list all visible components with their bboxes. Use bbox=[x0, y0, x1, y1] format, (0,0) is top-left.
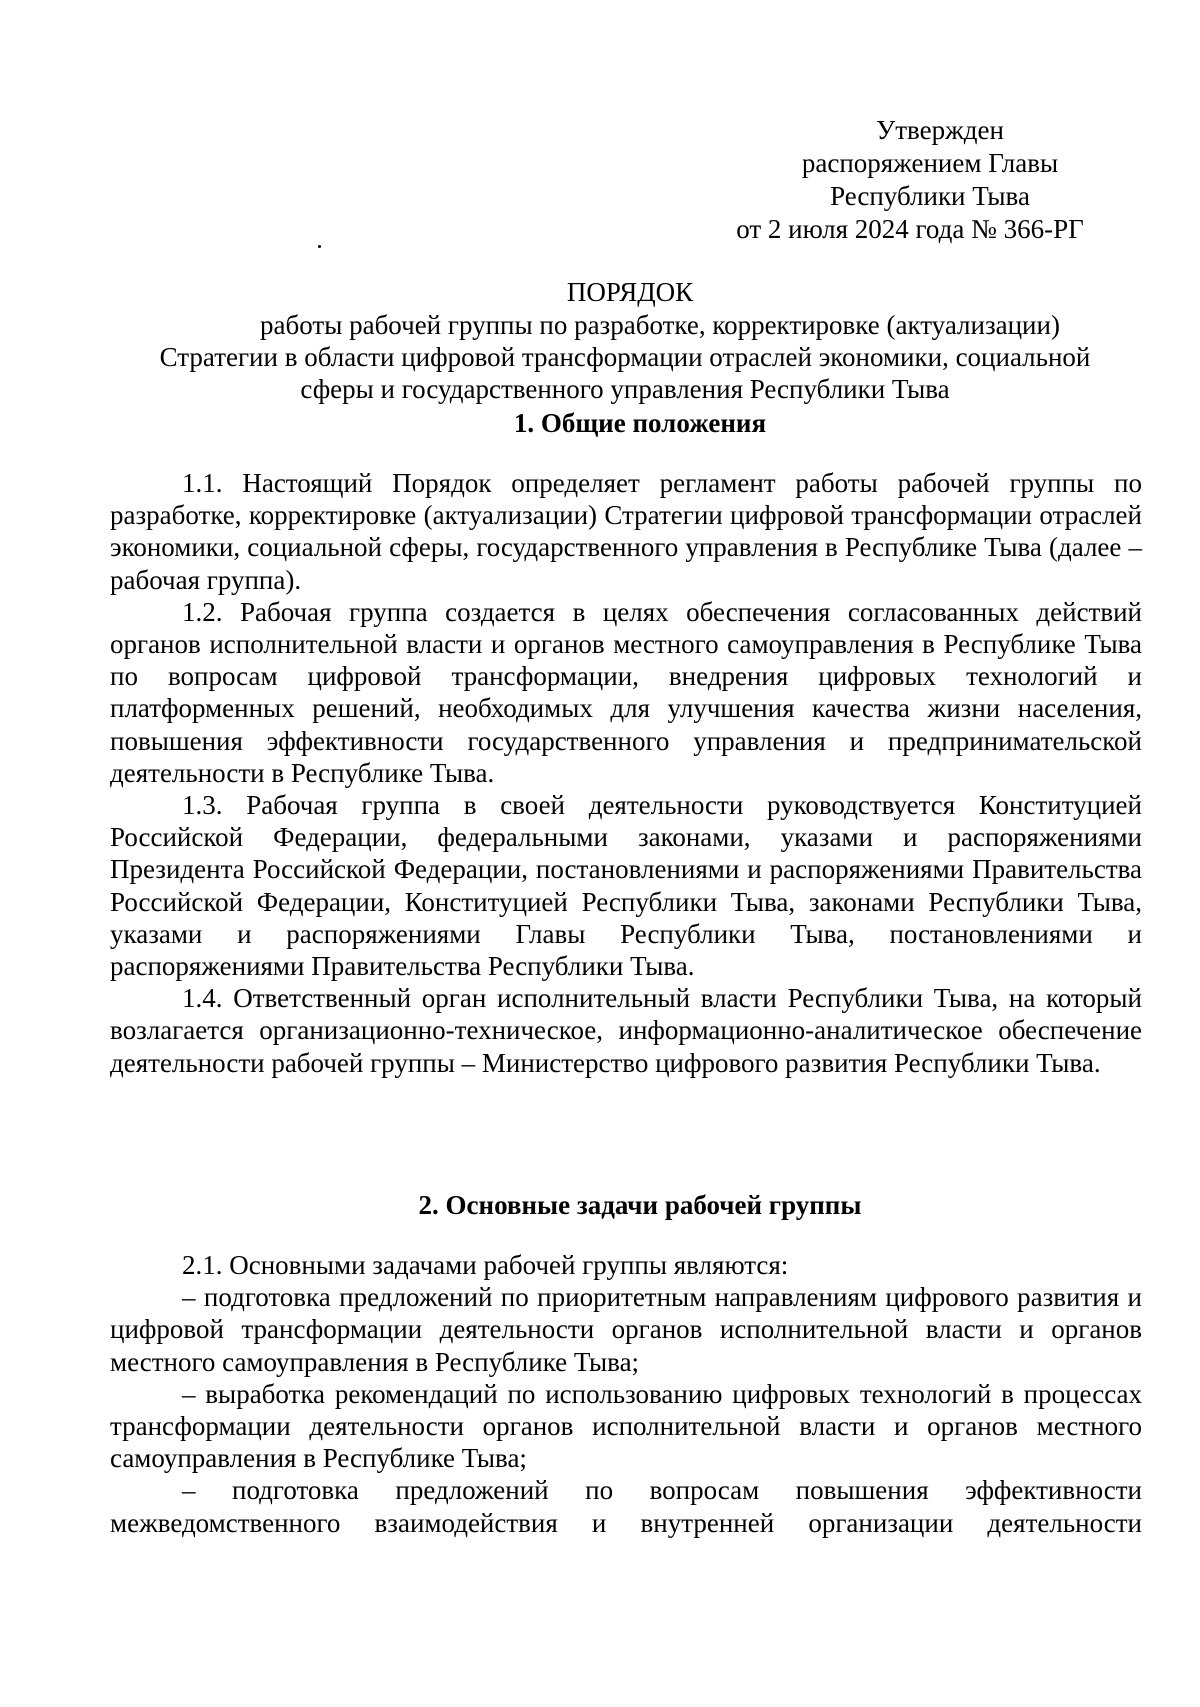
section-2-heading: 2. Основные задачи рабочей группы bbox=[418, 1190, 862, 1220]
approval-stamp bbox=[720, 114, 1140, 246]
approval-line-date: от 2 июля 2024 года № 366-РГ bbox=[736, 214, 1084, 244]
paragraph-1-2: 1.2. Рабочая группа создается в целях обеспечения согласованных действий органов исполнительной власти и органов местного самоуправления в Республике Тыва по вопросам цифровой трансформации, внедрения цифровых технологий и платформенных решений, необходимых для улучшения качества жизни населения, повышения эффективности государственного управления и предпринимательской деятельности в Республике Тыва. bbox=[110, 596, 1142, 788]
paragraph-1-1: 1.1. Настоящий Порядок определяет регламент работы рабочей группы по разработке, корректировке (актуализации) Стратегии цифровой трансформации отраслей экономики, социальной сферы, государственного управления в Республике Тыва (далее – рабочая группа). bbox=[110, 468, 1142, 595]
paragraph-1-3: 1.3. Рабочая группа в своей деятельности руководствуется Конституцией Российской Федерации, федеральными законами, указами и распоряжениями Президента Российской Федерации, постановлениями и распоряжениями Правительства Российской Федерации, Конституцией Республики Тыва, законами Республики Тыва, указами и распоряжениями Главы Республики Тыва, постановлениями и распоряжениями Правительства Республики Тыва. bbox=[110, 790, 1142, 982]
section-1-heading: 1. Общие положения bbox=[513, 408, 767, 438]
scan-speck bbox=[318, 245, 321, 248]
document-subtitle bbox=[110, 309, 1140, 405]
paragraph-2-1: 2.1. Основными задачами рабочей группы являются: bbox=[182, 1250, 789, 1280]
list-item-proposals: – подготовка предложений по приоритетным направлениям цифрового развития и цифровой трансформации деятельности органов исполнительной власти и органов местного самоуправления в Республике Тыва; bbox=[110, 1282, 1142, 1377]
approval-line-order: распоряжением Главы bbox=[801, 148, 1059, 178]
subtitle-line-3: сферы и государственного управления Республики Тыва bbox=[300, 374, 950, 404]
document-title: ПОРЯДОК bbox=[566, 277, 694, 307]
subtitle-line-2: Стратегии в области цифровой трансформации отраслей экономики, социальной bbox=[159, 342, 1091, 372]
section-2-body bbox=[110, 1249, 1142, 1539]
approval-line-republic: Республики Тыва bbox=[830, 181, 1030, 211]
paragraph-1-4: 1.4. Ответственный орган исполнительный власти Республики Тыва, на который возлагается организационно-техническое, информационно-аналитическое обеспечение деятельности рабочей группы – Министерство цифрового развития Республики Тыва. bbox=[110, 983, 1142, 1078]
subtitle-line-1: работы рабочей группы по разработке, корректировке (актуализации) bbox=[260, 310, 1060, 340]
list-item-recommendations: – выработка рекомендаций по использованию цифровых технологий в процессах трансформации деятельности органов исполнительной власти и органов местного самоуправления в Республике Тыва; bbox=[110, 1378, 1142, 1474]
section-1-body bbox=[110, 467, 1142, 1079]
list-item-efficiency: – подготовка предложений по вопросам повышения эффективности межведомственного взаимодействия и внутренней организации деятельности bbox=[110, 1475, 1142, 1538]
approval-line-approved: Утвержден bbox=[876, 115, 1004, 145]
